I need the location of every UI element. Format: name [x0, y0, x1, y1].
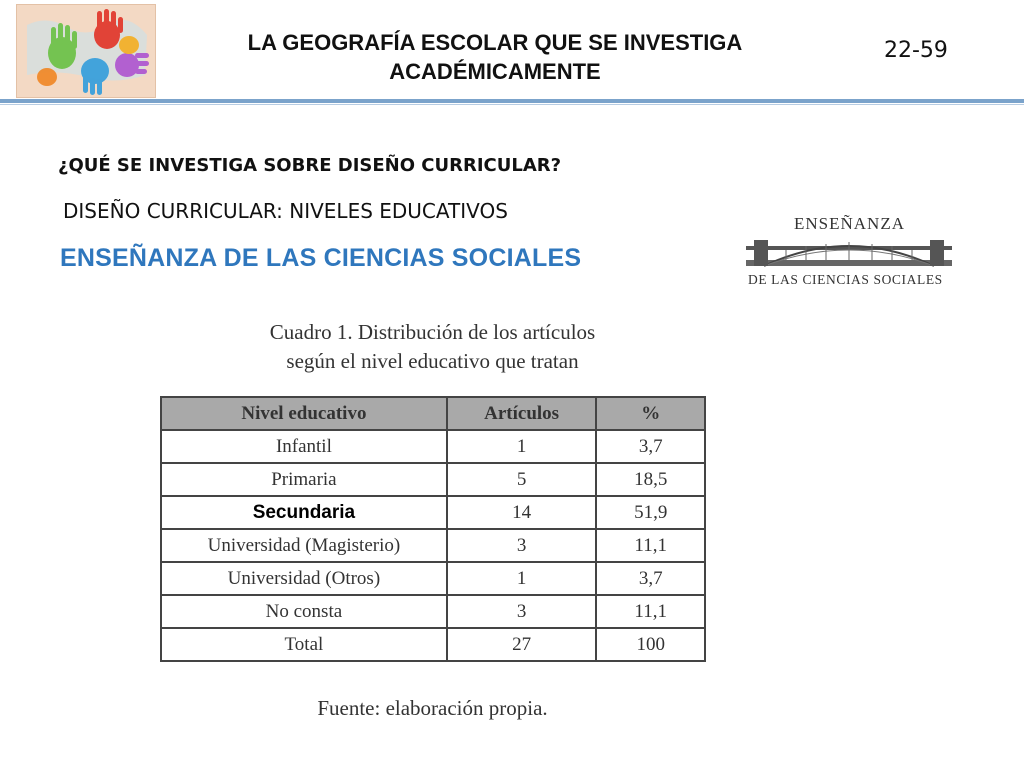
column-header-articulos: Artículos [447, 397, 597, 430]
journal-logo-bottom-text: DE LAS CIENCIAS SOCIALES [748, 272, 943, 287]
column-header-nivel: Nivel educativo [161, 397, 447, 430]
colored-hands-icon [17, 5, 155, 97]
table-row [161, 562, 705, 595]
distribution-table [160, 396, 706, 662]
table-caption [160, 318, 705, 376]
cell-articulos: 1 [447, 430, 597, 463]
cell-percent: 100 [596, 628, 705, 661]
cell-nivel: Infantil [161, 430, 447, 463]
header-divider-thin [0, 104, 1024, 105]
table-row [161, 595, 705, 628]
table-source: Fuente: elaboración propia. [317, 696, 548, 720]
header-divider [0, 99, 1024, 103]
table-caption-line-2: según el nivel educativo que tratan [286, 349, 579, 373]
page-title: LA GEOGRAFÍA ESCOLAR QUE SE INVESTIGA ACADÉMICAMENTE [247, 30, 743, 84]
cell-nivel: Primaria [161, 463, 447, 496]
cell-percent: 3,7 [596, 430, 705, 463]
journal-logo [746, 210, 952, 290]
section-subheading: DISEÑO CURRICULAR: NIVELES EDUCATIVOS [63, 199, 508, 223]
hands-logo [16, 4, 156, 98]
cell-percent: 18,5 [596, 463, 705, 496]
cell-nivel-highlight: Secundaria [161, 496, 447, 529]
table-row [161, 463, 705, 496]
journal-logo-top-text: ENSEÑANZA [794, 214, 905, 233]
section-question: ¿QUÉ SE INVESTIGA SOBRE DISEÑO CURRICULAR? [58, 155, 562, 176]
cell-percent: 51,9 [596, 496, 705, 529]
table-row [161, 430, 705, 463]
cell-percent: 11,1 [596, 595, 705, 628]
slide-number: 22-59 [884, 38, 948, 63]
table-row [161, 529, 705, 562]
cell-articulos: 3 [447, 595, 597, 628]
cell-nivel: Universidad (Otros) [161, 562, 447, 595]
cell-articulos: 27 [447, 628, 597, 661]
cell-percent: 3,7 [596, 562, 705, 595]
cell-articulos: 14 [447, 496, 597, 529]
cell-nivel: No consta [161, 595, 447, 628]
table-caption-line-1: Cuadro 1. Distribución de los artículos [269, 320, 596, 344]
cell-articulos: 3 [447, 529, 597, 562]
journal-name: ENSEÑANZA DE LAS CIENCIAS SOCIALES [60, 244, 582, 272]
table-header-row [161, 397, 705, 430]
table-total-row [161, 628, 705, 661]
cell-nivel: Total [161, 628, 447, 661]
bridge-icon [746, 232, 952, 272]
table-row [161, 496, 705, 529]
cell-articulos: 5 [447, 463, 597, 496]
column-header-percent: % [596, 397, 705, 430]
cell-percent: 11,1 [596, 529, 705, 562]
cell-articulos: 1 [447, 562, 597, 595]
cell-nivel: Universidad (Magisterio) [161, 529, 447, 562]
